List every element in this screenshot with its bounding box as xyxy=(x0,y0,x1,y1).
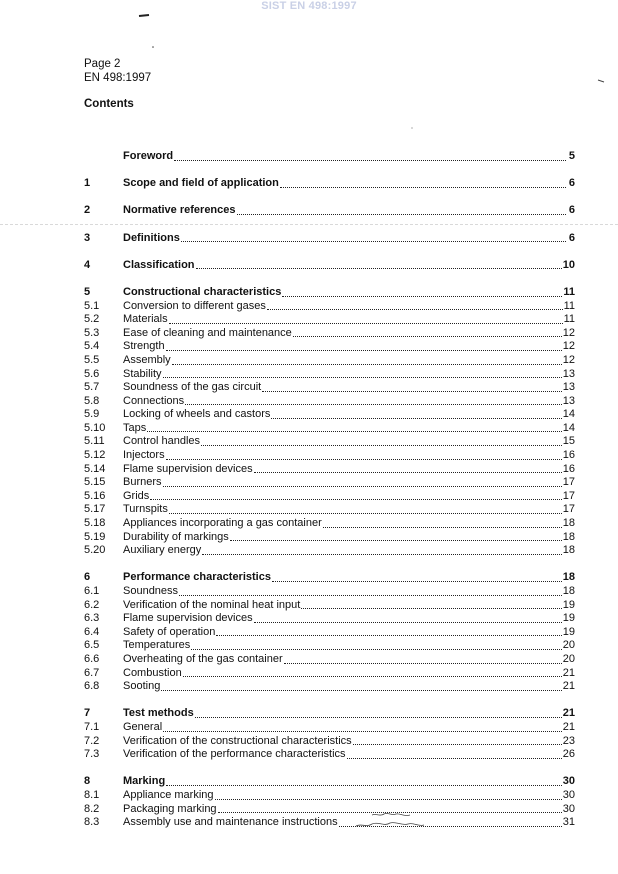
toc-leader-dots xyxy=(215,798,562,800)
toc-leader-dots xyxy=(166,784,562,786)
toc-number: 5.16 xyxy=(84,489,106,502)
toc-title: Definitions xyxy=(123,231,180,244)
toc-spacer xyxy=(84,164,575,178)
toc-title: Soundness xyxy=(123,585,179,597)
toc-number: 6 xyxy=(84,571,91,584)
toc-title: Turnspits xyxy=(123,503,168,516)
toc-number: 5.20 xyxy=(84,544,106,557)
toc-leader-dots xyxy=(166,349,562,351)
toc-row[interactable] xyxy=(84,354,575,368)
toc-row[interactable] xyxy=(84,300,575,314)
toc-leader-dots xyxy=(161,689,561,691)
toc-title: Connections xyxy=(123,394,185,407)
toc-row[interactable] xyxy=(84,286,575,300)
toc-row[interactable] xyxy=(84,775,575,789)
toc-number: 1 xyxy=(84,177,91,190)
toc-row[interactable] xyxy=(84,599,575,613)
toc-title: General xyxy=(123,720,163,733)
toc-leader-dots xyxy=(163,376,562,378)
toc-row[interactable] xyxy=(84,639,575,653)
toc-page-number: 30 xyxy=(562,802,575,815)
toc-spacer xyxy=(84,558,575,572)
toc-leader-dots xyxy=(174,159,566,161)
toc-page-number: 14 xyxy=(562,421,575,434)
toc-number: 8.1 xyxy=(84,788,100,801)
document-id: EN 498:1997 xyxy=(84,72,152,84)
toc-title: Soundness of the gas circuit xyxy=(123,381,262,394)
toc-page-number: 18 xyxy=(562,517,575,530)
toc-title: Classification xyxy=(123,258,195,271)
toc-leader-dots xyxy=(191,648,561,650)
toc-page-number: 16 xyxy=(562,462,575,475)
toc-row[interactable] xyxy=(84,816,575,830)
toc-page-number: 13 xyxy=(562,367,575,380)
toc-number: 5.14 xyxy=(84,462,106,475)
toc-number: 4 xyxy=(84,258,91,271)
toc-title: Locking of wheels and castors xyxy=(123,408,271,421)
toc-title: Constructional characteristics xyxy=(123,285,282,298)
toc-row[interactable] xyxy=(84,177,575,191)
toc-leader-dots xyxy=(195,716,562,718)
toc-number: 6.1 xyxy=(84,585,100,597)
toc-leader-dots xyxy=(293,335,562,337)
toc-title: Taps xyxy=(123,421,147,434)
toc-row[interactable] xyxy=(84,340,575,354)
toc-page-number: 13 xyxy=(562,394,575,407)
toc-row[interactable] xyxy=(84,476,575,490)
toc-leader-dots xyxy=(282,295,562,297)
toc-leader-dots xyxy=(169,512,562,514)
toc-number: 6.7 xyxy=(84,666,100,679)
toc-spacer xyxy=(84,245,575,259)
toc-number: 6.5 xyxy=(84,639,100,652)
toc-title: Ease of cleaning and maintenance xyxy=(123,326,292,339)
contents-heading: Contents xyxy=(84,98,134,110)
toc-leader-dots xyxy=(181,240,566,242)
toc-row[interactable] xyxy=(84,232,575,246)
toc-title: Safety of operation xyxy=(123,625,216,638)
toc-page-number: 18 xyxy=(562,530,575,543)
watermark: SIST EN 498:1997 xyxy=(261,0,357,12)
toc-page-number: 14 xyxy=(562,408,575,421)
toc-page-number: 17 xyxy=(562,476,575,489)
toc-row[interactable] xyxy=(84,204,575,218)
toc-row[interactable] xyxy=(84,626,575,640)
toc-title: Flame supervision devices xyxy=(123,612,253,625)
toc-title: Packaging marking xyxy=(123,802,217,815)
toc-number: 7.3 xyxy=(84,748,100,761)
toc-row[interactable] xyxy=(84,531,575,545)
toc-number: 7 xyxy=(84,707,91,720)
toc-row[interactable] xyxy=(84,517,575,531)
toc-title: Verification of the constructional characteristics xyxy=(123,734,352,747)
toc-number: 5.17 xyxy=(84,503,106,516)
toc-leader-dots xyxy=(179,594,562,596)
toc-page-number: 23 xyxy=(562,734,575,747)
toc-page-number: 6 xyxy=(568,177,575,190)
toc-title: Assembly xyxy=(123,353,171,366)
toc-leader-dots xyxy=(262,390,562,392)
toc-page-number: 5 xyxy=(568,150,575,162)
toc-title: Appliance marking xyxy=(123,788,214,801)
toc-number: 3 xyxy=(84,231,91,244)
toc-title: Grids xyxy=(123,489,150,502)
toc-row[interactable] xyxy=(84,435,575,449)
toc-number: 5.4 xyxy=(84,340,100,353)
toc-page-number: 19 xyxy=(562,598,575,611)
toc-row[interactable] xyxy=(84,571,575,585)
toc-row[interactable] xyxy=(84,612,575,626)
toc-leader-dots xyxy=(284,662,562,664)
toc-row[interactable] xyxy=(84,449,575,463)
toc-row[interactable] xyxy=(84,408,575,422)
toc-row[interactable] xyxy=(84,368,575,382)
toc-page-number: 6 xyxy=(568,231,575,244)
page-header xyxy=(84,57,151,85)
toc-title: Strength xyxy=(123,340,165,353)
toc-leader-dots xyxy=(216,634,561,636)
toc-title: Injectors xyxy=(123,449,165,462)
toc-leader-dots xyxy=(272,580,562,582)
toc-title: Appliances incorporating a gas container xyxy=(123,517,322,530)
toc-number: 5.18 xyxy=(84,517,106,530)
toc-number: 5.11 xyxy=(84,435,105,448)
toc-page-number: 10 xyxy=(562,258,575,271)
toc-page-number: 13 xyxy=(562,381,575,394)
toc-leader-dots xyxy=(254,621,562,623)
toc-leader-dots xyxy=(267,308,563,310)
toc-number: 5.3 xyxy=(84,326,100,339)
page-label: Page 2 xyxy=(84,58,121,70)
toc-leader-dots xyxy=(201,444,562,446)
toc-page-number: 15 xyxy=(562,435,575,448)
toc-title: Materials xyxy=(123,313,168,326)
toc-page-number: 16 xyxy=(562,449,575,462)
toc-title: Overheating of the gas container xyxy=(123,652,283,665)
toc-leader-dots xyxy=(163,485,562,487)
toc-page-number: 21 xyxy=(562,720,575,733)
toc-title: Temperatures xyxy=(123,639,191,652)
toc-row[interactable] xyxy=(84,490,575,504)
toc-page-number: 12 xyxy=(562,340,575,353)
toc-spacer xyxy=(84,218,575,232)
toc-page-number: 31 xyxy=(562,816,575,829)
toc-number: 5.10 xyxy=(84,421,106,434)
toc-title: Control handles xyxy=(123,435,201,448)
toc-row[interactable] xyxy=(84,259,575,273)
toc-leader-dots xyxy=(237,213,566,215)
toc-page-number: 11 xyxy=(563,299,575,312)
toc-number: 6.2 xyxy=(84,598,100,611)
toc-title: Performance characteristics xyxy=(123,571,271,584)
toc-leader-dots xyxy=(254,471,562,473)
toc-row[interactable] xyxy=(84,585,575,599)
toc-spacer xyxy=(84,272,575,286)
toc-leader-dots xyxy=(147,430,562,432)
toc-number: 5 xyxy=(84,285,91,298)
toc-leader-dots xyxy=(185,403,562,405)
toc-leader-dots xyxy=(271,417,561,419)
toc-leader-dots xyxy=(280,186,566,188)
toc-row[interactable] xyxy=(84,395,575,409)
toc-leader-dots xyxy=(202,553,561,555)
toc-row[interactable] xyxy=(84,653,575,667)
toc-leader-dots xyxy=(150,498,561,500)
toc-leader-dots xyxy=(172,363,562,365)
toc-page-number: 17 xyxy=(562,503,575,516)
toc-number: 7.2 xyxy=(84,734,100,747)
toc-number: 5.1 xyxy=(84,299,100,312)
toc-spacer xyxy=(84,694,575,708)
toc-row[interactable] xyxy=(84,789,575,803)
toc-page-number: 12 xyxy=(562,326,575,339)
toc-leader-dots xyxy=(169,322,563,324)
toc-title: Auxiliary energy xyxy=(123,544,202,557)
toc-leader-dots xyxy=(353,743,562,745)
toc-page-number: 26 xyxy=(562,748,575,761)
toc-row[interactable] xyxy=(84,422,575,436)
toc-number: 5.12 xyxy=(84,449,106,462)
toc-title: Stability xyxy=(123,367,162,380)
toc-number: 2 xyxy=(84,204,91,217)
toc-page-number: 19 xyxy=(562,612,575,625)
toc-page-number: 18 xyxy=(562,571,575,584)
toc-row[interactable] xyxy=(84,463,575,477)
toc-row[interactable] xyxy=(84,544,575,558)
toc-number: 8.2 xyxy=(84,802,100,815)
toc-page-number: 30 xyxy=(562,788,575,801)
toc-page-number: 6 xyxy=(568,204,575,217)
toc-spacer xyxy=(84,762,575,776)
toc-leader-dots xyxy=(183,675,562,677)
toc-page-number: 12 xyxy=(562,353,575,366)
toc-row[interactable] xyxy=(84,707,575,721)
toc-number: 5.15 xyxy=(84,476,106,489)
toc-page-number: 18 xyxy=(562,544,575,557)
toc-row[interactable] xyxy=(84,503,575,517)
toc-number: 6.4 xyxy=(84,625,100,638)
toc-row[interactable] xyxy=(84,150,575,164)
toc-leader-dots xyxy=(347,757,562,759)
toc-number: 5.7 xyxy=(84,381,100,394)
table-of-contents xyxy=(84,150,575,830)
toc-title: Flame supervision devices xyxy=(123,462,253,475)
toc-number: 6.8 xyxy=(84,680,100,693)
toc-number: 8.3 xyxy=(84,816,100,829)
toc-row[interactable] xyxy=(84,313,575,327)
toc-title: Test methods xyxy=(123,707,194,720)
toc-title: Marking xyxy=(123,775,166,788)
toc-row[interactable] xyxy=(84,803,575,817)
toc-page-number: 20 xyxy=(562,639,575,652)
toc-title: Normative references xyxy=(123,204,236,217)
toc-number: 8 xyxy=(84,775,91,788)
toc-title: Burners xyxy=(123,476,162,489)
toc-row[interactable] xyxy=(84,748,575,762)
toc-page-number: 21 xyxy=(562,707,575,720)
toc-leader-dots xyxy=(230,539,562,541)
toc-title: Combustion xyxy=(123,666,182,679)
toc-number: 5.2 xyxy=(84,313,100,326)
toc-page-number: 11 xyxy=(563,313,575,326)
toc-number: 5.6 xyxy=(84,367,100,380)
toc-number: 6.6 xyxy=(84,652,100,665)
toc-row[interactable] xyxy=(84,667,575,681)
toc-title: Conversion to different gases xyxy=(123,299,266,312)
toc-title: Verification of the performance characteristics xyxy=(123,748,346,761)
toc-row[interactable] xyxy=(84,721,575,735)
toc-page-number: 30 xyxy=(562,775,575,788)
toc-number: 6.3 xyxy=(84,612,100,625)
toc-page-number: 19 xyxy=(562,625,575,638)
toc-row[interactable] xyxy=(84,735,575,749)
handwritten-scribble xyxy=(336,812,426,830)
toc-number: 7.1 xyxy=(84,720,100,733)
toc-title: Durability of markings xyxy=(123,530,229,543)
toc-number: 5.9 xyxy=(84,408,100,421)
toc-number: 5.8 xyxy=(84,394,100,407)
toc-spacer xyxy=(84,191,575,205)
toc-page-number: 21 xyxy=(562,666,575,679)
toc-leader-dots xyxy=(166,458,562,460)
toc-title: Assembly use and maintenance instructions xyxy=(123,816,338,829)
toc-row[interactable] xyxy=(84,680,575,694)
toc-title: Scope and field of application xyxy=(123,177,279,190)
toc-page-number: 20 xyxy=(562,652,575,665)
toc-number: 5.19 xyxy=(84,530,106,543)
toc-title: Verification of the nominal heat input xyxy=(123,598,301,611)
toc-leader-dots xyxy=(196,267,562,269)
toc-row[interactable] xyxy=(84,327,575,341)
toc-page-number: 17 xyxy=(562,489,575,502)
toc-page-number: 11 xyxy=(563,285,575,298)
toc-page-number: 21 xyxy=(562,680,575,693)
toc-row[interactable] xyxy=(84,381,575,395)
toc-title: Foreword xyxy=(123,150,174,162)
toc-number: 5.5 xyxy=(84,353,100,366)
toc-page-number: 18 xyxy=(562,585,575,597)
toc-leader-dots xyxy=(301,607,561,609)
toc-title: Sooting xyxy=(123,680,161,693)
toc-leader-dots xyxy=(323,526,562,528)
toc-leader-dots xyxy=(163,730,562,732)
